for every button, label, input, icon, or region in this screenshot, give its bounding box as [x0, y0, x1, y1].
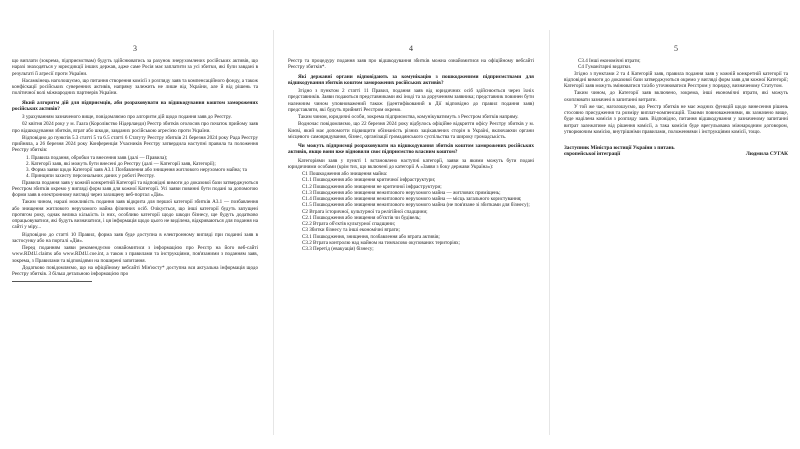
paragraph: Таким чином, юридичні особи, зокрема підприємства, комунікуватимуть з Реєстром збитків напряму. [298, 114, 519, 121]
paragraph: Відповідно до пунктів 5.3 статті 5 та 6.5 статті 6 Статуту Реєстру збитків 21 березня 2024 року Рада Реєстру прийняла, а 26 березня 2024 року Конференція Учасників Реєстру затвердила наступні правила та положення Реєстру збитків: [12, 134, 258, 154]
signatory-position: Заступник Міністра юстиції України з питань європейської інтеграції [564, 145, 675, 158]
page-number: 3 [133, 44, 137, 53]
list-item: С1.4 Пошкодження або знищення нежитлового нерухомого майна — місць загального користування; [302, 196, 522, 203]
list-item: 1. Правила подання, обробки та внесення заяв (далі — Правила); [26, 154, 168, 161]
paragraph: Згідно з пунктом 2 статті 11 Правил, подання заяв від юридичних осіб здійснюється через їхніх представників. Заяви подаються представниками які іноді та за дорученням заявника; представник повинен бути належним чином уповноважений також (ідентифікований в Дії відповідно до правил подання заяв) представляти, які будуть прийняті Реєстром окремо. [288, 88, 534, 113]
paragraph: Відповідно до статті 10 Правил, форма заяв буде доступна в електронному вигляді при поданні заяв в застосунку або на порталі «Дія». [12, 231, 258, 244]
paragraph: Насамкінець наголошуємо, що питання створення комісії з розгляду заяв та компенсаційного фонду, а також конфіскації російських суверенних активів, напряму залежить не лише від України, але й від рішень та політичної волі міжнародних партнерів України. [12, 77, 258, 97]
paragraph: Категоріями заяв у пункті 1 встановлено наступні категорії, заяви за якими можуть бути подані юридичними особами (крім тих, що включені до категорії А «Заяви з боку держави Україна»): [288, 157, 534, 170]
signatory-name: Людмила СУГАК [745, 151, 788, 158]
paragraph: З урахуванням зазначеного вище, повідомляємо про алгоритм дій щодо подання заяв до Реєстру. [22, 114, 232, 121]
paragraph: Перед поданням заяви рекомендуємо ознайомитися з інформацією про Реєстр на його веб-сайті www.RD4U.claims або www.RD4U.coe.int, а також з правилами та інструкціями, пов'язаними з поданням заяв, зокрема, з Правилами та відповідями на поширені запитання. [12, 245, 258, 264]
list-item: С2.1 Пошкодження або знищення об'єктів чи будівель; [302, 214, 421, 221]
paragraph: Згідно з пунктами 2 та 4 Категорій заяв, правила подання заяв у кожній конкретній категорії та відповідні вимоги до доказової бази затверджуються окремо у вигляді форм заяв для кожної Категорії; Категорії заяв можуть змінюватися та/або уточнюватися Реєстром у порядку, визначеному Статутом. [564, 70, 788, 89]
list-item: С2.2 Втрата об'єктів культурної спадщини; [302, 221, 396, 228]
section-heading: Які державні органи відповідають за комунікацію з пошкодженими підприємствами для відшкодування збитків коштом заморожених російських активів? [288, 73, 534, 86]
page-number: 5 [674, 44, 678, 53]
page-content [288, 58, 534, 252]
list-item: 4. Принципи захисту персональних даних у роботі Реєстру. [26, 173, 155, 180]
page-divider [273, 30, 274, 435]
signature-block [564, 145, 788, 158]
page-content [12, 58, 258, 277]
page-content [564, 58, 788, 135]
document-page-3 [0, 0, 270, 449]
document-page-5 [552, 0, 800, 449]
list-item: С3.4 Інші економічні втрати; [578, 58, 641, 64]
list-item: С3.1 Пошкодження, знищення, позбавлення або втрата активів; [302, 233, 440, 240]
list-item: С4 Гуманітарні видатки. [578, 64, 632, 71]
paragraph: Правила подання заяв у кожній конкретній Категорії та відповідні вимоги до доказової бази затверджуються Реєстром збитків окремо у вигляді форм заяв для кожної Категорії. Усі заяви повинні бути подані за допомогою форми заяв в електронному вигляді через захищену веб-портал «Дія». [12, 179, 258, 199]
paragraph: що виплати (зокрема, підприємствам) будуть здійснюватись за рахунок знерухомлених російських активів, що наразі знаходяться у юрисдикції інших держав, адже саме Росія має заплатити за усі збитки, які були завдані в результаті її агресії проти України. [12, 58, 258, 77]
list-item: С2 Втрата історичної, культурної та релігійної спадщини; [302, 208, 428, 215]
list-item: С1.3 Пошкодження або знищення нежитлового нерухомого майна — житлових приміщень; [302, 189, 501, 196]
list-item: С3.3 Перетід (евакуація) бізнесу; [302, 246, 374, 253]
section-heading: Який алгоритм дій для підприємців, аби розраховувати на відшкодування коштом заморожених російських активів? [12, 99, 258, 112]
paragraph: Таким чином, наразі можливість подання заяв відкрита для першої категорії збитків А3.1 — позбавлення або знищення житлового нерухомого майна фізичних осіб. Очікується, що інші категорії будуть запущені протягом року, однак велика кількість із них, особливо категорії щодо шкоди бізнесу, ще будуть додатково опрацьовуватися, які будуть визначатися, і ця інформація щодо цього не виділена, відкриваються для подання на сайті у міру... [12, 199, 258, 231]
paragraph: 02 квітня 2024 року у м. Гаага (Королівство Нідерланди) Реєстр збитків оголосив про початок прийому заяв про відшкодування збитків, втрат або шкоди, завданих російською агресією проти України. [12, 121, 258, 134]
page-divider [549, 30, 550, 435]
list-item: С1.1 Пошкодження або знищення критичної інфраструктури; [302, 177, 436, 184]
page-number: 4 [409, 44, 413, 53]
paragraph: Реєстр та процедуру подання заяв про відшкодування збитків можна ознайомитися на офіційному вебсайті Реєстру збитків*. [288, 58, 534, 71]
paragraph: Водночас повідомляємо, що 22 березня 2024 року відбулось офіційне відкриття офісу Реєстру збитків у м. Києві, який має допомогти підвищити обізнаність різних зацікавлених сторін в Україні, включаючи органи місцевого самоврядування, бізнес, організації громадянського суспільства та широку громадськість. [288, 121, 534, 140]
section-heading: Чи можуть підприємці розраховувати на відшкодування збитків коштом заморожених російських активів, якщо вони вже відновили своє підприємство власним коштом? [288, 143, 534, 156]
list-item: 3. Форма заяви щодо Категорії заяв А3.1 Позбавлення або знищення житлового нерухомого майна; та [26, 167, 247, 174]
footnote-divider [12, 281, 92, 282]
list-item: 2. Категорії заяв, які можуть бути внесені до Реєстру (далі — Категорії заяв, Категорії); [26, 160, 216, 167]
list-item: С1 Пошкодження або знищення майна: [302, 171, 388, 178]
document-page-4 [276, 0, 546, 449]
paragraph: Додатково повідомляємо, що на офіційному вебсайті Мін'юсту* доступна вся актуальна інформація щодо Реєстру збитків. З більш детальною інформацією про [12, 264, 258, 278]
paragraph: Таким чином, до Категорії заяв включено, зокрема, інші економічні втрати, які можуть охоплювати зазначені в запитанні витрати. [564, 90, 788, 103]
list-item: С3.2 Втрата контролю над майном на тимчасово окупованих територіях; [302, 239, 460, 246]
list-item: С3 Збитки бізнесу та інші економічні втрати; [302, 227, 400, 234]
paragraph: У той же час, наголошуємо, що Реєстр збитків не має жодних функцій щодо винесення рішень стосовно присудження та розміру виплат-компенсацій. Такими повноваженнями, як зазначено вище, буде наділена комісія з розгляду заяв. Відповідно, питання відшкодування у зазначеному запитанні витрат залежатиме від рішення комісії, а така комісія буде врегульована міжнародним договором, утворюючим комісію, внутрішніми правилами, положеннями і інструкціями комісії, тощо. [564, 103, 788, 135]
list-item: С1.2 Пошкодження або знищення не критичної інфраструктури; [302, 183, 442, 190]
list-item: С1.5 Пошкодження або знищення нежитлового нерухомого майна (не пов'язане зі збитками для бізнесу); [302, 202, 530, 209]
